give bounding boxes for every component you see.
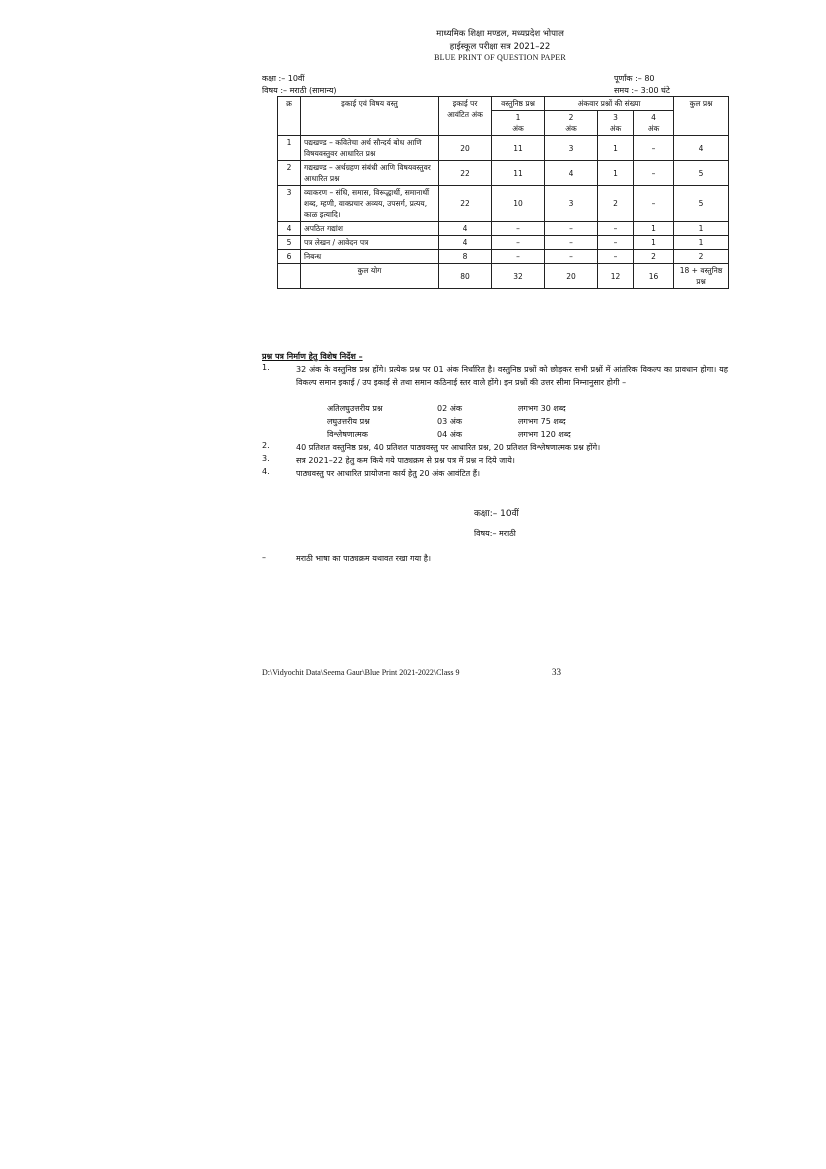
row-m2: – [545,250,598,264]
total-m3: 12 [598,264,634,289]
row-obj: 11 [492,161,545,186]
instruction-text: सत्र 2021–22 हेतु कम किये गये पाठ्यक्रम से प्रश्न पत्र में प्रश्न न दिये जाये। [296,456,515,465]
table-row [278,222,729,236]
row-obj: 11 [492,136,545,161]
instruction-num: 2. [262,441,270,450]
row-alloc: 22 [439,186,492,222]
table-row [278,186,729,222]
second-class-label: कक्षा:– 10वीं [474,509,519,519]
limit-marks: 04 अंक [437,430,462,439]
board-name: माध्यमिक शिक्षा मण्डल, मध्यप्रदेश भोपाल [436,29,564,39]
header-unit: इकाई एवं विषय वस्तु [301,97,439,136]
row-total: 5 [674,186,729,222]
header-m4 [634,111,674,136]
row-sno: 4 [278,222,301,236]
row-total: 1 [674,222,729,236]
exam-session: हाईस्कूल परीक्षा सत्र 2021–22 [449,42,551,52]
total-alloc: 80 [439,264,492,289]
instruction-text: 40 प्रतिशत वस्तुनिष्ठ प्रश्न, 40 प्रतिशत पाठ्यवस्तु पर आधारित प्रश्न, 20 प्रतिशत विश्लेषणात्मक प्रश्न होंगे। [296,443,601,452]
blueprint-title: BLUE PRINT OF QUESTION PAPER [434,53,566,62]
header-m3-ank: अंक [609,124,622,133]
limit-marks: 03 अंक [437,417,462,426]
row-alloc: 22 [439,161,492,186]
marks-label: पूर्णांक :– 80 [614,74,655,83]
row-obj: – [492,222,545,236]
header-m1-ank: अंक [512,124,524,133]
row-total: 1 [674,236,729,250]
row-m2: 4 [545,161,598,186]
row-sno: 2 [278,161,301,186]
header-by-marks: अंकवार प्रश्नों की संख्या [545,97,674,111]
limit-words: लगभग 120 शब्द [518,430,571,439]
time-label: समय :– 3:00 घंटे [614,86,670,95]
header-sno: क्र [278,97,301,136]
row-unit: पद्यखण्ड – कवितेचा अर्थ सौन्दर्य बोध आणि विषयवस्तुवर आधारित प्रश्न [301,136,439,161]
row-unit: निबन्ध [301,250,439,264]
row-sno: 6 [278,250,301,264]
row-m4: 2 [634,250,674,264]
instruction-num: 1. [262,363,270,372]
row-sno: 1 [278,136,301,161]
limit-type: विश्लेषणात्मक [327,430,368,439]
row-alloc: 20 [439,136,492,161]
row-sno: 3 [278,186,301,222]
table-row [278,236,729,250]
row-m4: – [634,161,674,186]
header-m2-ank: अंक [565,124,577,133]
table-row [278,136,729,161]
header-m2 [545,111,598,136]
row-obj: – [492,250,545,264]
header-objective: वस्तुनिष्ठ प्रश्न [492,97,545,111]
row-m3: 1 [598,136,634,161]
row-alloc: 4 [439,236,492,250]
header-m3-num: 3 [613,113,618,122]
instruction-num: 3. [262,454,270,463]
row-unit: गद्यखण्ड – अर्थग्रहण संबंधी आणि विषयवस्तुवर आधारित प्रश्न [301,161,439,186]
blueprint-table [277,96,729,289]
row-total: 2 [674,250,729,264]
row-m3: – [598,236,634,250]
table-row [278,250,729,264]
instruction-text: पाठ्यवस्तु पर आधारित प्रायोजना कार्य हेतु 20 अंक आवंटित हैं। [296,469,480,478]
header-m3 [598,111,634,136]
header-alloc: इकाई पर आवंटित अंक [439,97,492,136]
total-obj: 32 [492,264,545,289]
total-m4: 16 [634,264,674,289]
row-alloc: 8 [439,250,492,264]
table-total-row [278,264,729,289]
header-total: कुल प्रश्न [674,97,729,136]
header-m4-num: 4 [651,113,656,122]
row-alloc: 4 [439,222,492,236]
subject-label: विषय :– मराठी (सामान्य) [262,86,337,95]
row-m3: – [598,250,634,264]
row-m4: 1 [634,236,674,250]
row-total: 5 [674,161,729,186]
row-m2: 3 [545,186,598,222]
note-text: मराठी भाषा का पाठ्यक्रम यथावत रखा गया है। [296,554,432,563]
instructions-title: प्रश्न पत्र निर्माण हेतु विशेष निर्देश – [262,352,363,361]
row-m2: – [545,236,598,250]
total-m2: 20 [545,264,598,289]
header-m1 [492,111,545,136]
row-m2: – [545,222,598,236]
page-number: 33 [552,667,561,677]
row-m2: 3 [545,136,598,161]
limit-type: अतिलघुउत्तरीय प्रश्न [327,404,383,413]
second-subject-label: विषय:– मराठी [474,529,516,538]
row-m4: – [634,136,674,161]
total-label: कुल योग [301,264,439,289]
row-m3: – [598,222,634,236]
total-total: 18 + वस्तुनिष्ठ प्रश्न [674,264,729,289]
row-m4: 1 [634,222,674,236]
row-sno: 5 [278,236,301,250]
total-empty-cell [278,264,301,289]
instruction-text: 32 अंक के वस्तुनिष्ठ प्रश्न होंगे। प्रत्येक प्रश्न पर 01 अंक निर्धारित है। वस्तुनिष्ठ प्रश्नों को छोड़कर सभी प्रश्नों में आंतरिक विकल्प का प्रावधान होगा। यह विकल्प समान इकाई / उप इकाई से तथा समान कठिनाई स्तर वाले होंगे। इन प्रश्नों की उत्तर सीमा निम्नानुसार होगी – [296,365,728,387]
row-m3: 2 [598,186,634,222]
row-m3: 1 [598,161,634,186]
limit-words: लगभग 30 शब्द [518,404,566,413]
row-obj: 10 [492,186,545,222]
file-path: D:\Vidyochit Data\Seema Gaur\Blue Print 2021-2022\Class 9 [262,668,460,677]
table-header-row [278,97,729,111]
row-unit: अपठित गद्यांश [301,222,439,236]
row-total: 4 [674,136,729,161]
header-m4-ank: अंक [647,124,660,133]
row-obj: – [492,236,545,250]
row-unit: व्याकरण – संधि, समास, विरूद्धार्थी, समानार्थी शब्द, म्हणी, वाक्प्रचार अव्यय, उपसर्ग, प्रत्यय, काळ इत्यादि। [301,186,439,222]
limit-type: लघुउत्तरीय प्रश्न [327,417,370,426]
row-m4: – [634,186,674,222]
note-dash: – [262,553,266,562]
instruction-num: 4. [262,467,270,476]
row-unit: पत्र लेखन / आवेदन पत्र [301,236,439,250]
header-m2-num: 2 [568,113,574,122]
limit-words: लगभग 75 शब्द [518,417,566,426]
class-label: कक्षा :– 10वीं [262,74,305,83]
table-row [278,161,729,186]
header-m1-num: 1 [515,113,521,122]
limit-marks: 02 अंक [437,404,462,413]
